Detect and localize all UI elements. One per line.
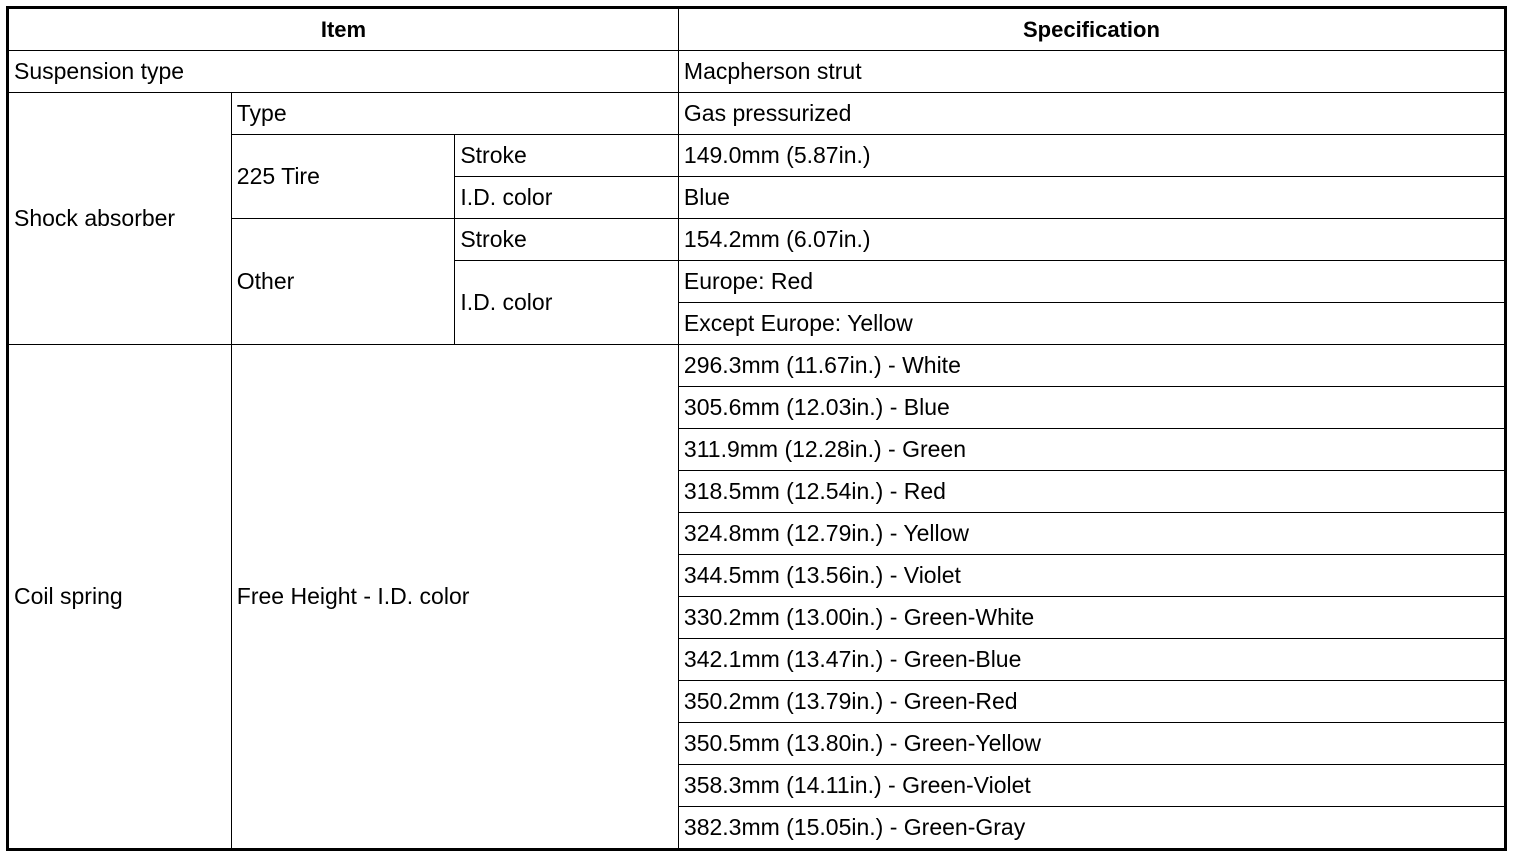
tire-225-stroke-value: 149.0mm (5.87in.) (678, 135, 1505, 177)
coil-spring-value: 342.1mm (13.47in.) - Green-Blue (678, 639, 1505, 681)
shock-type-value: Gas pressurized (678, 93, 1505, 135)
coil-spring-value: 344.5mm (13.56in.) - Violet (678, 555, 1505, 597)
table-row (8, 345, 1506, 387)
other-color-value-europe: Europe: Red (678, 261, 1505, 303)
table-row (8, 93, 1506, 135)
header-item: Item (8, 8, 679, 51)
specification-table (6, 6, 1507, 851)
suspension-type-label: Suspension type (8, 51, 679, 93)
coil-spring-value: 350.5mm (13.80in.) - Green-Yellow (678, 723, 1505, 765)
tire-225-color-label: I.D. color (455, 177, 679, 219)
header-row (8, 8, 1506, 51)
tire-225-color-value: Blue (678, 177, 1505, 219)
other-stroke-value: 154.2mm (6.07in.) (678, 219, 1505, 261)
coil-spring-value: 311.9mm (12.28in.) - Green (678, 429, 1505, 471)
free-height-label: Free Height - I.D. color (231, 345, 678, 850)
coil-spring-value: 358.3mm (14.11in.) - Green-Violet (678, 765, 1505, 807)
table-row (8, 51, 1506, 93)
coil-spring-value: 324.8mm (12.79in.) - Yellow (678, 513, 1505, 555)
header-specification: Specification (678, 8, 1505, 51)
table-row (8, 135, 1506, 177)
coil-spring-value: 305.6mm (12.03in.) - Blue (678, 387, 1505, 429)
other-color-value-except-europe: Except Europe: Yellow (678, 303, 1505, 345)
coil-spring-label: Coil spring (8, 345, 232, 850)
coil-spring-value: 350.2mm (13.79in.) - Green-Red (678, 681, 1505, 723)
tire-225-stroke-label: Stroke (455, 135, 679, 177)
other-stroke-label: Stroke (455, 219, 679, 261)
shock-type-label: Type (231, 93, 678, 135)
suspension-type-value: Macpherson strut (678, 51, 1505, 93)
table-row (8, 219, 1506, 261)
tire-225-label: 225 Tire (231, 135, 455, 219)
coil-spring-value: 296.3mm (11.67in.) - White (678, 345, 1505, 387)
coil-spring-value: 382.3mm (15.05in.) - Green-Gray (678, 807, 1505, 850)
other-label: Other (231, 219, 455, 345)
coil-spring-value: 318.5mm (12.54in.) - Red (678, 471, 1505, 513)
shock-absorber-label: Shock absorber (8, 93, 232, 345)
coil-spring-value: 330.2mm (13.00in.) - Green-White (678, 597, 1505, 639)
other-color-label: I.D. color (455, 261, 679, 345)
